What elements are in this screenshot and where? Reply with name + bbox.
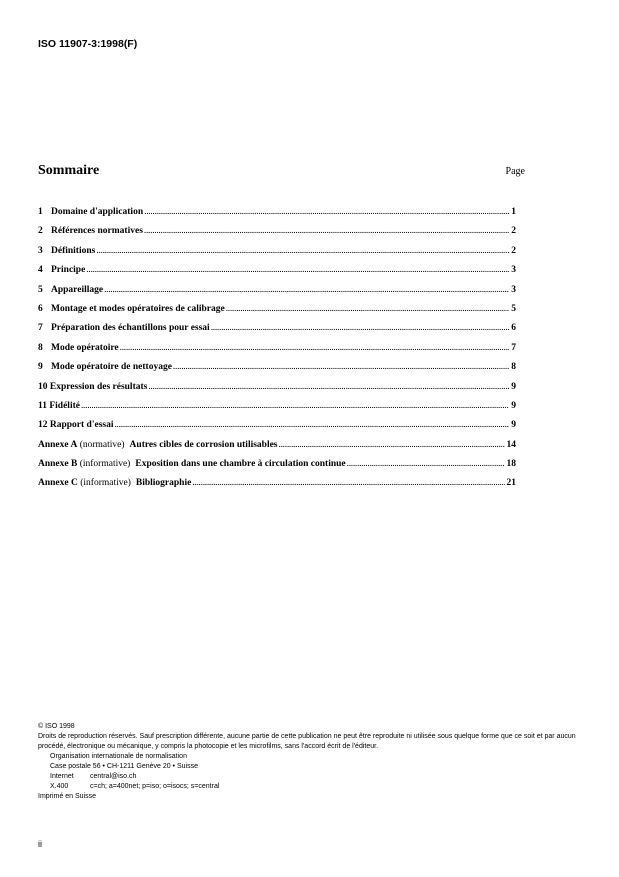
toc-annex-type: (informative) (80, 478, 131, 489)
toc-entry-page: 9 (511, 400, 516, 411)
toc-entry[interactable] (38, 281, 516, 300)
toc-entry-number: 8 (38, 342, 43, 353)
toc-annex-entry[interactable] (38, 474, 516, 493)
toc-leader-dots (347, 455, 505, 474)
toc-annex-label: Annexe C (38, 478, 78, 489)
toc-leader-dots (144, 203, 509, 222)
toc-entry[interactable] (38, 416, 516, 435)
toc-entry-number: 6 (38, 303, 43, 314)
toc-entry-page: 1 (511, 207, 516, 217)
toc-leader-dots (211, 319, 510, 338)
copyright-notice: Droits de reproduction réservés. Sauf prescription différente, aucune partie de cette publication ne peut être reproduite ni utilisée sous quelque forme que ce soit et par aucun procédé, électronique ou mécanique, y compris la photocopie et les microfilms, sans l'accord écrit de l'éditeur. (38, 733, 576, 750)
toc-entry-title: Préparation des échantillons pour essai (51, 323, 210, 334)
toc-leader-dots (114, 416, 509, 435)
toc-entry-page: 2 (511, 226, 516, 237)
toc-entry-number: 4 (38, 265, 43, 276)
toc-entry[interactable] (38, 378, 516, 397)
table-of-contents (38, 203, 516, 494)
toc-entry-page: 9 (511, 381, 516, 392)
x400-address: c=ch; a=400net; p=iso; o=isocs; s=central (90, 783, 220, 790)
toc-leader-dots (173, 358, 509, 377)
toc-entry-page: 3 (511, 265, 516, 276)
toc-annex-label: Annexe A (38, 439, 78, 450)
x400-label: X.400 (50, 783, 69, 790)
toc-entry-title: Rapport d'essai (49, 420, 114, 431)
toc-annex-type: (informative) (79, 459, 131, 470)
toc-entry-page: 6 (511, 323, 516, 334)
toc-entry-page: 18 (506, 459, 516, 470)
toc-entry-number: 3 (38, 245, 43, 256)
toc-entry-number: 11 (38, 400, 47, 411)
toc-entry-number: 1 (38, 207, 43, 217)
toc-entry-number: 9 (38, 362, 43, 373)
toc-leader-dots (148, 378, 509, 397)
toc-entry-title: Références normatives (51, 226, 143, 237)
toc-entry-number: 2 (38, 226, 43, 237)
toc-leader-dots (104, 281, 509, 300)
internet-row (50, 772, 583, 782)
toc-entry-number: 12 (38, 420, 48, 431)
toc-entry-title: Appareillage (51, 284, 104, 295)
toc-entry-title: Mode opératoire (51, 342, 119, 353)
toc-entry-title: Montage et modes opératoires de calibrage (51, 303, 225, 314)
toc-entry[interactable] (38, 358, 516, 377)
toc-leader-dots (81, 397, 509, 416)
toc-entry-page: 14 (506, 439, 516, 450)
toc-entry-title: Principe (51, 265, 86, 276)
toc-annex-title: Bibliographie (135, 478, 192, 489)
toc-entry-title: Domaine d'application (51, 207, 144, 217)
toc-entry-page: 5 (511, 303, 516, 314)
internet-email[interactable]: central@iso.ch (90, 773, 137, 780)
toc-entry-title: Définitions (51, 245, 96, 256)
toc-leader-dots (226, 300, 510, 319)
toc-entry-page: 2 (511, 245, 516, 256)
toc-leader-dots (86, 261, 509, 280)
toc-leader-dots (192, 474, 504, 493)
toc-annex-entry[interactable] (38, 436, 516, 455)
copyright-line: © ISO 1998 (38, 723, 75, 730)
toc-leader-dots (96, 242, 509, 261)
toc-entry-number: 5 (38, 284, 43, 295)
toc-title: Sommaire (38, 163, 100, 178)
toc-annex-entry[interactable] (38, 455, 516, 474)
toc-leader-dots (279, 436, 505, 455)
toc-entry[interactable] (38, 222, 516, 241)
toc-entry[interactable] (38, 261, 516, 280)
toc-entry-title: Mode opératoire de nettoyage (51, 362, 172, 373)
toc-entry[interactable] (38, 242, 516, 261)
toc-entry-page: 8 (511, 362, 516, 373)
postal-address: Case postale 56 • CH-1211 Genève 20 • Suisse (50, 763, 198, 770)
printed-in: Imprimé en Suisse (38, 793, 96, 800)
toc-entry-page: 21 (506, 478, 516, 489)
page-number: ii (38, 839, 42, 849)
toc-entry[interactable] (38, 397, 516, 416)
toc-entry[interactable] (38, 319, 516, 338)
toc-entry-page: 3 (511, 284, 516, 295)
toc-entry-title: Expression des résultats (49, 381, 148, 392)
toc-entry-number: 10 (38, 381, 48, 392)
internet-label: Internet (50, 773, 74, 780)
x400-row (50, 782, 583, 792)
publisher-name: Organisation internationale de normalisation (50, 753, 187, 760)
publisher-address (50, 752, 583, 792)
toc-entry[interactable] (38, 339, 516, 358)
copyright-block (38, 722, 583, 802)
toc-annex-title: Autres cibles de corrosion utilisables (129, 439, 278, 450)
toc-entry-page: 9 (511, 420, 516, 431)
toc-entry-page: 7 (511, 342, 516, 353)
toc-entry-title: Fidélité (49, 400, 80, 411)
toc-entry[interactable] (38, 203, 516, 222)
toc-page-label: Page (505, 166, 525, 177)
document-id: ISO 11907-3:1998(F) (38, 38, 138, 50)
toc-annex-title: Exposition dans une chambre à circulation continue (135, 459, 346, 470)
toc-leader-dots (144, 222, 509, 241)
toc-annex-type: (normative) (79, 439, 125, 450)
toc-annex-label: Annexe B (38, 459, 78, 470)
toc-entry-number: 7 (38, 323, 43, 334)
toc-leader-dots (120, 339, 510, 358)
toc-entry[interactable] (38, 300, 516, 319)
